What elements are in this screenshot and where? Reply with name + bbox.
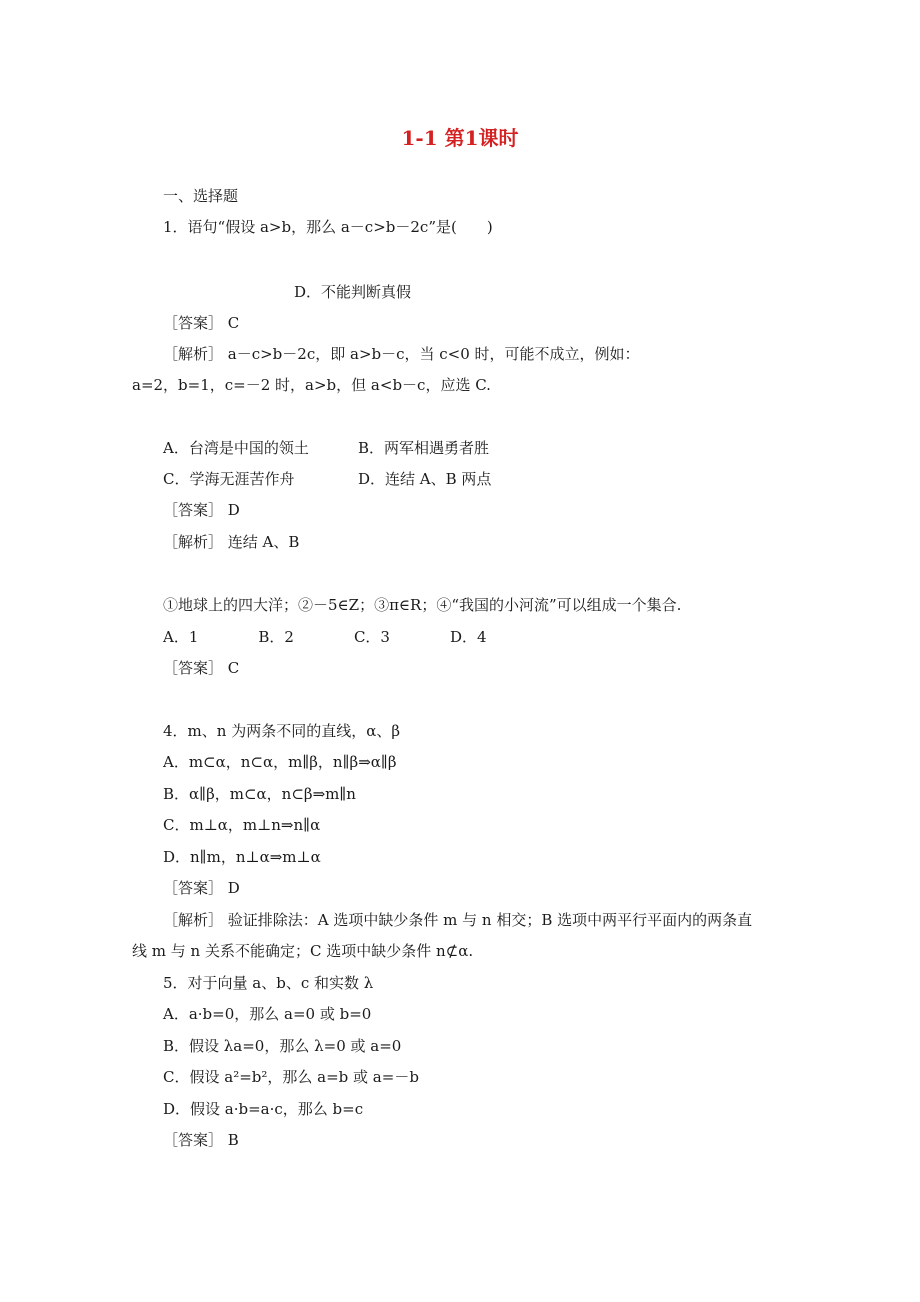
text-line: A．m⊂α，n⊂α，m∥β，n∥β⇒α∥β — [163, 753, 397, 771]
text-line: 4．m、n 为两条不同的直线，α、β — [163, 722, 400, 740]
text-line: ［解析］ 连结 A、B — [163, 533, 300, 551]
text-line: A．台湾是中国的领土 — [163, 439, 309, 457]
text-line: ［答案］ D — [163, 879, 240, 897]
text-line: ［答案］ D — [163, 501, 240, 519]
text-line: C．m⊥α，m⊥n⇒n∥α — [163, 816, 321, 834]
text-line: ［答案］ C — [163, 659, 240, 677]
text-line: B．假设 λa=0，那么 λ=0 或 a=0 — [163, 1037, 402, 1055]
text-line: 线 m 与 n 关系不能确定；C 选项中缺少条件 n⊄α. — [132, 942, 474, 960]
text-line: D．不能判断真假 — [294, 283, 412, 301]
page-title: 1-1 第1课时 — [401, 126, 519, 150]
text-line: 一、选择题 — [163, 187, 239, 205]
text-line: ［答案］ C — [163, 314, 240, 332]
text-line: D．n∥m，n⊥α⇒m⊥α — [163, 848, 321, 866]
text-line: B．α∥β，m⊂α，n⊂β⇒m∥n — [163, 785, 356, 803]
text-line: A．a·b=0，那么 a=0 或 b=0 — [163, 1005, 372, 1023]
text-line: B．两军相遇勇者胜 — [358, 439, 490, 457]
text-line: A．1 B．2 C．3 D．4 — [163, 628, 487, 646]
text-line: ［解析］ 验证排除法：A 选项中缺少条件 m 与 n 相交；B 选项中两平行平面内的两条直 — [163, 911, 753, 929]
text-line: D．假设 a·b=a·c，那么 b=c — [163, 1100, 364, 1118]
text-line: C．学海无涯苦作舟 — [163, 470, 295, 488]
text-line: C．假设 a²=b²，那么 a=b 或 a=－b — [163, 1068, 419, 1086]
text-line: D．连结 A、B 两点 — [358, 470, 492, 488]
text-line: ［答案］ B — [163, 1131, 239, 1149]
text-line: ［解析］ a－c>b－2c，即 a>b－c，当 c<0 时，可能不成立，例如： — [163, 345, 640, 363]
text-line: 1．语句“假设 a>b，那么 a－c>b－2c”是( ) — [163, 218, 493, 236]
text-line: ①地球上的四大洋；②－5∈Z；③π∈R；④“我国的小河流”可以组成一个集合. — [163, 596, 682, 614]
text-line: a=2，b=1，c=－2 时，a>b，但 a<b－c，应选 C. — [132, 376, 491, 394]
text-line: 5．对于向量 a、b、c 和实数 λ — [163, 974, 374, 992]
